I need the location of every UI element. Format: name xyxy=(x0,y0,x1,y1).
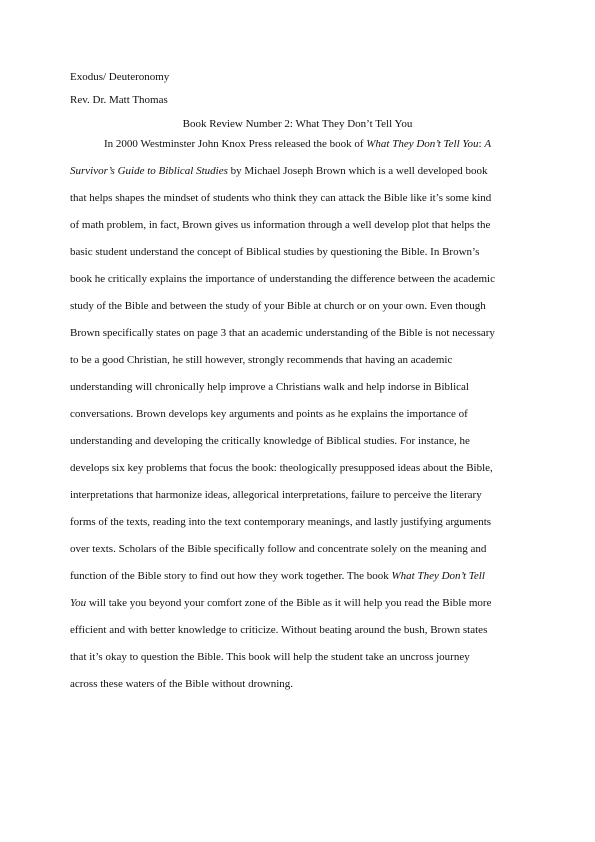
body-line: over texts. Scholars of the Bible specifically follow and concentrate solely on the meaning and xyxy=(70,543,487,555)
body-line: across these waters of the Bible without drowning. xyxy=(70,678,294,690)
body-line: You will take you beyond your comfort zone of the Bible as it will help you read the Bible more xyxy=(70,597,492,609)
body-line: understanding will chronically help improve a Christians walk and help indorse in Biblical xyxy=(70,381,469,393)
body-line: efficient and with better knowledge to criticize. Without beating around the bush, Brown states xyxy=(70,624,488,636)
body-line: to be a good Christian, he still however, strongly recommends that having an academic xyxy=(70,354,453,366)
body-line: In 2000 Westminster John Knox Press released the book of What They Don’t Tell You: A xyxy=(104,138,492,150)
body-line: that helps shapes the mindset of students who think they can attack the Bible like it’s some kind xyxy=(70,192,492,204)
body-line: interpretations that harmonize ideas, allegorical interpretations, failure to perceive the literary xyxy=(70,489,482,501)
body-line: Survivor’s Guide to Biblical Studies by Michael Joseph Brown which is a well developed book xyxy=(70,165,488,177)
body-line: conversations. Brown develops key arguments and points as he explains the importance of xyxy=(70,408,468,420)
course-name: Exodus/ Deuteronomy xyxy=(70,71,170,83)
body-line: basic student understand the concept of Biblical studies by questioning the Bible. In Brown’s xyxy=(70,246,480,258)
body-line: study of the Bible and between the study of your Bible at church or on your own. Even though xyxy=(70,300,486,312)
body-line: forms of the texts, reading into the text contemporary meanings, and lastly justifying arguments xyxy=(70,516,492,528)
document-title: Book Review Number 2: What They Don’t Tell You xyxy=(182,118,413,130)
instructor-name: Rev. Dr. Matt Thomas xyxy=(70,94,168,106)
review-body xyxy=(70,137,530,704)
body-line: that it’s okay to question the Bible. This book will help the student take an uncross journey xyxy=(70,651,470,663)
body-line: develops six key problems that focus the book: theologically presupposed ideas about the Bible, xyxy=(70,462,493,474)
body-line: book he critically explains the importance of understanding the difference between the academic xyxy=(70,273,495,285)
body-line: of math problem, in fact, Brown gives us information through a well develop plot that helps the xyxy=(70,219,491,231)
body-line: understanding and developing the critically knowledge of Biblical studies. For instance, he xyxy=(70,435,470,447)
body-line: function of the Bible story to find out how they work together. The book What They Don’t Tell xyxy=(70,570,485,582)
body-line: Brown specifically states on page 3 that an academic understanding of the Bible is not necessary xyxy=(70,327,495,339)
